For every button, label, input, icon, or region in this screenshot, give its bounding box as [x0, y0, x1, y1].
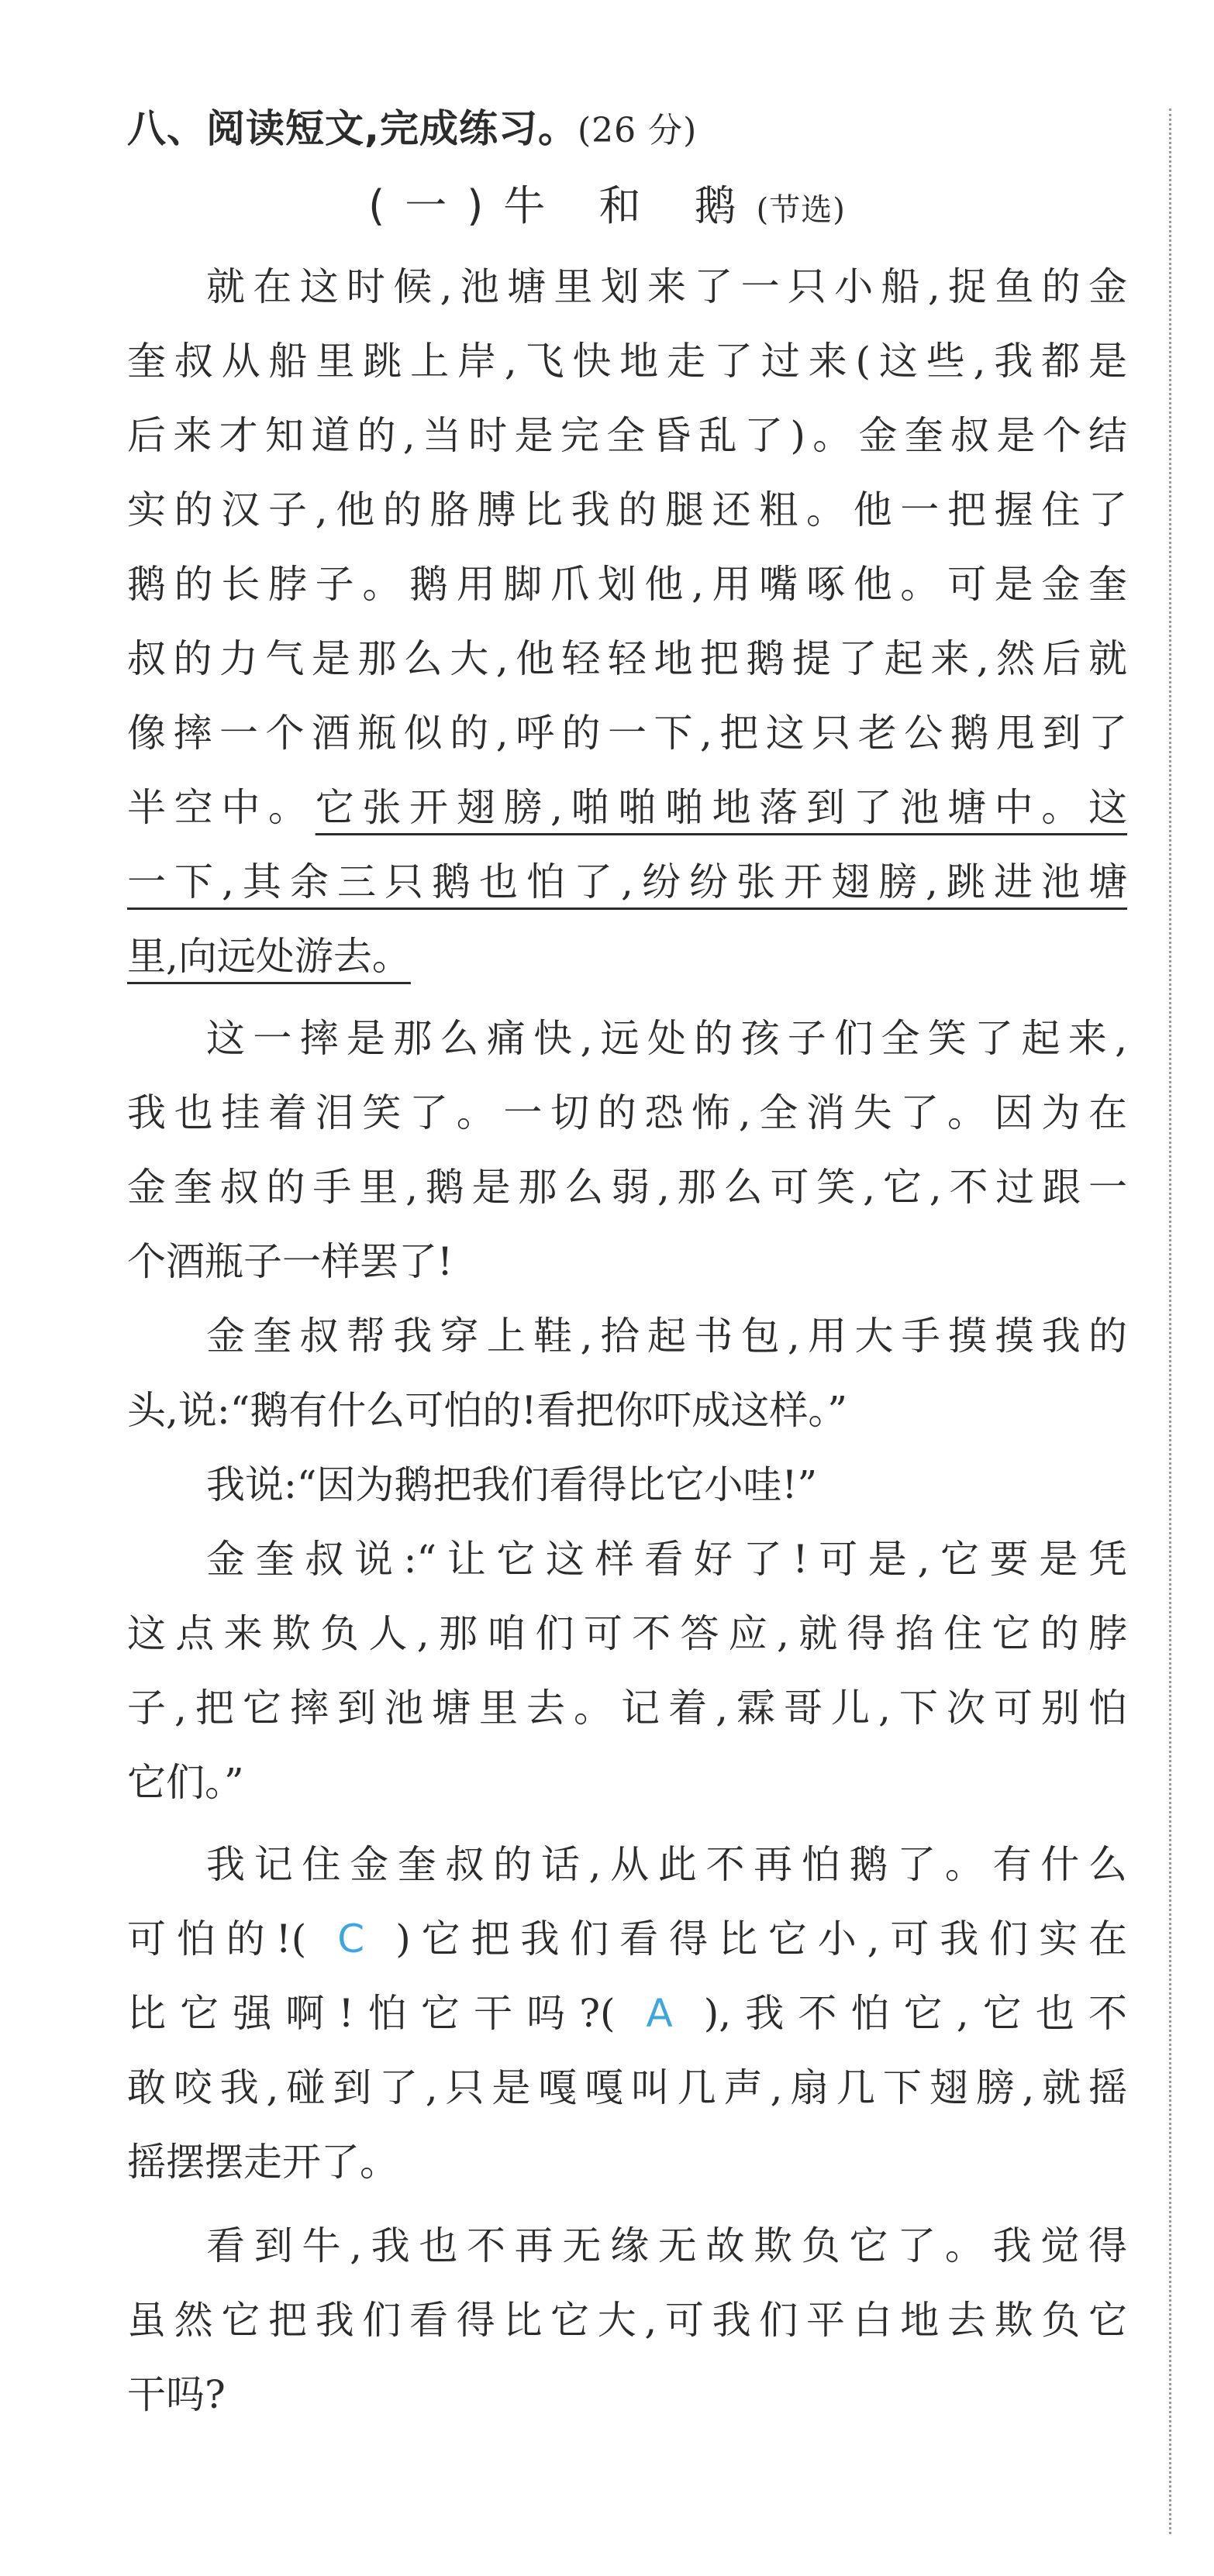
- text-line-7: 像摔一个酒瓶似的,呼的一下,把这只老公鹅甩到了: [127, 711, 1127, 756]
- text-line-13: 金奎叔的手里,鹅是那么弱,那么可笑,它,不过跟一: [127, 1165, 1127, 1210]
- text-line-4: 实的汉子,他的胳膊比我的腿还粗。他一把握住了: [127, 487, 1127, 532]
- text-line-5: 鹅的长脖子。鹅用脚爪划他,用嘴啄他。可是金奎: [127, 562, 1127, 607]
- passage-title-note: (节选): [756, 192, 846, 228]
- text-line-17: 我说:“因为鹅把我们看得比它小哇!”: [206, 1462, 818, 1507]
- text-line-20: 子,把它摔到池塘里去。记着,霖哥儿,下次可别怕: [127, 1686, 1127, 1731]
- answer-blank-2: A: [646, 1991, 673, 2036]
- text-line-23: [127, 1902, 1127, 1976]
- text-line-28: 虽然它把我们看得比它大,可我们平白地去欺负它: [127, 2298, 1127, 2343]
- text-line-10: [127, 919, 1127, 994]
- passage-title-main: (一)牛 和 鹅: [368, 181, 757, 230]
- text-line-18: 金奎叔说:“让它这样看好了!可是,它要是凭: [206, 1537, 1127, 1582]
- section-heading-text: 八、阅读短文,完成练习。: [127, 106, 578, 151]
- text-line-26: 摇摆摆走开了。: [127, 2140, 398, 2185]
- passage-title: [0, 169, 1214, 247]
- underlined-sentence-part-1: 它张开翅膀,啪啪啪地落到了池塘中。这: [315, 785, 1127, 830]
- text-line-22: 我记住金奎叔的话,从此不再怕鹅了。有什么: [206, 1842, 1127, 1887]
- text-line-6: 叔的力气是那么大,他轻轻地把鹅提了起来,然后就: [127, 636, 1127, 681]
- text-line-12: 我也挂着泪笑了。一切的恐怖,全消失了。因为在: [127, 1090, 1127, 1135]
- text-line-8-plain: 半空中。: [127, 785, 316, 830]
- section-points: (26 分): [578, 111, 698, 150]
- text-line-14: 个酒瓶子一样罢了!: [127, 1239, 454, 1284]
- text-line-23-start: 可怕的!(: [127, 1917, 307, 1961]
- text-line-16: 头,说:“鹅有什么可怕的!看把你吓成这样。”: [127, 1388, 847, 1433]
- text-line-3: 后来才知道的,当时是完全昏乱了)。金奎叔是个结: [127, 413, 1127, 458]
- answer-blank-1: C: [337, 1917, 365, 1961]
- text-line-27: 看到牛,我也不再无缘无故欺负它了。我觉得: [206, 2223, 1127, 2268]
- text-line-23-end: )它把我们看得比它小,可我们实在: [395, 1917, 1127, 1961]
- underlined-sentence-part-2: 一下,其余三只鹅也怕了,纷纷张开翅膀,跳进池塘: [127, 859, 1127, 904]
- section-heading: [127, 91, 697, 168]
- text-line-15: 金奎叔帮我穿上鞋,拾起书包,用大手摸摸我的: [206, 1314, 1127, 1359]
- text-line-2: 奎叔从船里跳上岸,飞快地走了过来(这些,我都是: [127, 339, 1127, 384]
- text-line-1: 就在这时候,池塘里划来了一只小船,捉鱼的金: [206, 264, 1127, 309]
- margin-dotted-rule: [1169, 108, 1171, 2534]
- text-line-19: 这点来欺负人,那咱们可不答应,就得掐住它的脖: [127, 1611, 1127, 1656]
- underlined-sentence-part-3: 里,向远处游去。: [127, 934, 411, 979]
- text-line-24: [127, 1976, 1127, 2051]
- text-line-11: 这一摔是那么痛快,远处的孩子们全笑了起来,: [206, 1016, 1127, 1061]
- text-line-25: 敢咬我,碰到了,只是嘎嘎叫几声,扇几下翅膀,就摇: [127, 2065, 1127, 2110]
- text-line-21: 它们。”: [127, 1760, 244, 1805]
- text-line-8: [127, 770, 1127, 845]
- text-line-29: 干吗?: [127, 2372, 226, 2417]
- text-line-24-end: ),我不怕它,它也不: [703, 1991, 1128, 2036]
- text-line-24-start: 比它强啊!怕它干吗?(: [127, 1991, 616, 2036]
